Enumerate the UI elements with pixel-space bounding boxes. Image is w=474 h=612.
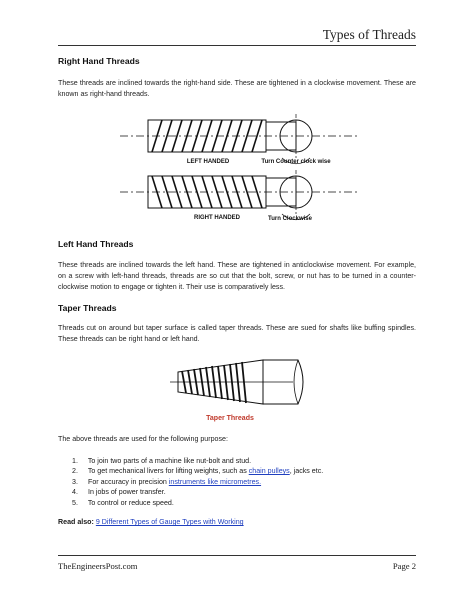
list-number: 1. bbox=[72, 457, 78, 465]
list-number: 3. bbox=[72, 477, 78, 486]
heading-taper: Taper Threads bbox=[58, 303, 117, 313]
paragraph-right-hand: These threads are inclined towards the right-hand side. These are tightened in a clockwise movement. These are known as right-hand threads. bbox=[58, 79, 416, 98]
footer-rule bbox=[58, 555, 416, 556]
purpose-intro: The above threads are used for the following purpose: bbox=[58, 435, 228, 443]
left-handed-label: LEFT HANDED bbox=[186, 159, 230, 165]
read-also-link[interactable]: 9 Different Types of Gauge Types with Working bbox=[95, 518, 244, 526]
micrometres-link[interactable]: instruments like micrometres. bbox=[168, 477, 262, 486]
list-item bbox=[72, 466, 323, 476]
list-text: To get mechanical livers for lifting weights, such as bbox=[87, 467, 249, 476]
list-text: In jobs of power transfer. bbox=[87, 488, 166, 497]
heading-right-hand: Right Hand Threads bbox=[58, 56, 140, 66]
list-item bbox=[72, 477, 323, 487]
footer-site: TheEngineersPost.com bbox=[58, 561, 138, 571]
list-number: 2. bbox=[72, 467, 78, 476]
list-text: To control or reduce speed. bbox=[87, 498, 174, 507]
list-text: , jacks etc. bbox=[289, 467, 324, 476]
list-item bbox=[72, 498, 323, 508]
list-number: 4. bbox=[72, 488, 78, 497]
header-title: Types of Threads bbox=[322, 27, 416, 42]
list-item bbox=[72, 456, 323, 466]
header-rule bbox=[58, 45, 416, 46]
taper-threads-figure bbox=[158, 356, 318, 428]
right-handed-label: RIGHT HANDED bbox=[194, 215, 240, 221]
list-text: To join two parts of a machine like nut-bolt and stud. bbox=[87, 457, 252, 465]
heading-left-hand: Left Hand Threads bbox=[58, 239, 134, 249]
list-item bbox=[72, 487, 323, 497]
footer-page-number: Page 2 bbox=[392, 561, 416, 571]
chain-pulleys-link[interactable]: chain pulleys bbox=[248, 467, 290, 476]
right-turn-label: Turn Clockwise bbox=[268, 216, 312, 222]
left-turn-label: Turn Counter clock wise bbox=[261, 159, 331, 165]
taper-threads-caption: Taper Threads bbox=[206, 415, 254, 422]
purpose-list bbox=[72, 456, 323, 508]
read-also bbox=[58, 518, 244, 526]
paragraph-left-hand: These threads are inclined towards the left hand. These are tightened in anticlockwise movement. For example, on a screw with left-hand threads, threads are so cut that the bolt, screw, or nut has to be turned in a counter-clockwise motion to engage or tighten it. Their use is comparatively less. bbox=[58, 261, 416, 291]
list-number: 5. bbox=[72, 498, 78, 507]
list-text: For accuracy in precision bbox=[87, 477, 169, 486]
paragraph-taper: Threads cut on around but taper surface is called taper threads. These are sued for shafts like buffing spindles. These threads can be right hand or left hand. bbox=[58, 324, 416, 343]
thread-hand-figure bbox=[120, 108, 380, 226]
read-also-label: Read also: bbox=[58, 518, 94, 526]
